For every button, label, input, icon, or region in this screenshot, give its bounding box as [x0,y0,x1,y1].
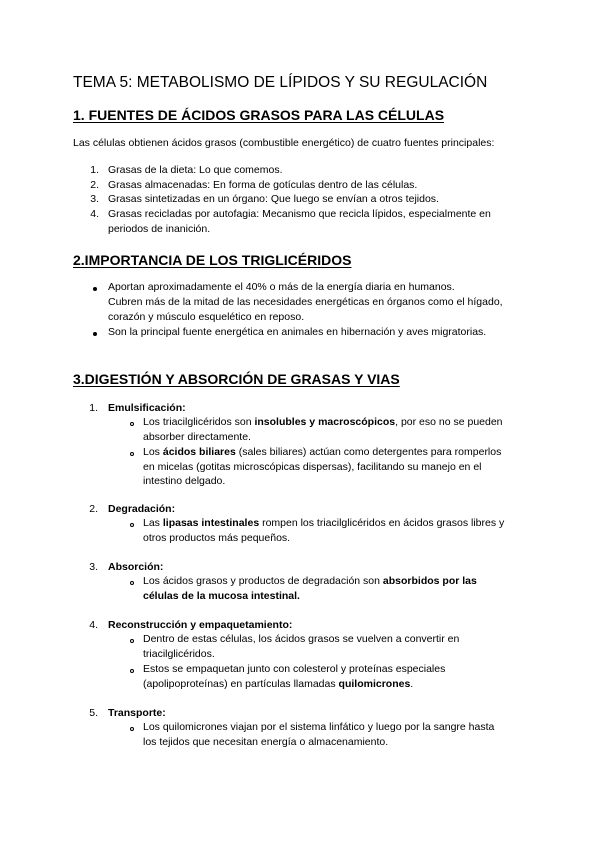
list-number: 1. [89,402,98,414]
absorcion-label: Absorción: [108,561,164,573]
transporte-label: Transporte: [108,707,166,719]
list-item: Los quilomicrones viajan por el sistema linfático y luego por la sangre hasta [143,721,495,733]
list-item-line: intestino delgado. [143,475,226,487]
circle-bullet-icon [130,581,134,585]
bullet-icon [93,287,97,291]
list-item: 2. Grasas almacenadas: En forma de gotículas dentro de las células. [90,179,418,191]
reconstruccion-label: Reconstrucción y empaquetamiento: [108,619,293,631]
list-number: 5. [89,707,98,719]
emulsificacion-label: Emulsificación: [108,402,186,414]
circle-bullet-icon [130,669,134,673]
degradacion-label: Degradación: [108,503,176,515]
list-number: 4. [89,619,98,631]
section-2-bullet-2: Son la principal fuente energética en animales en hibernación y aves migratorias. [108,326,487,338]
list-item-line: los tejidos que necesitan energía o almacenamiento. [143,736,389,748]
bullet-icon [93,332,97,336]
list-item-line: células de la mucosa intestinal. [143,590,300,602]
section-3-heading: 3.DIGESTIÓN Y ABSORCIÓN DE GRASAS Y VIAS [73,371,400,387]
list-item: 4. Grasas recicladas por autofagia: Mecanismo que recicla lípidos, especialmente en periodos de inanición. [90,208,491,235]
list-item-line: en micelas (gotitas microscópicas dispersas), facilitando su manejo en el [143,461,482,473]
section-2-heading: 2.IMPORTANCIA DE LOS TRIGLICÉRIDOS [73,252,352,268]
list-item: Estos se empaquetan junto con colesterol y proteínas especiales [143,663,446,675]
list-item-line: triacilglicéridos. [143,648,215,660]
list-number: 3. [89,561,98,573]
section-1-heading: 1. FUENTES DE ÁCIDOS GRASOS PARA LAS CÉLULAS [73,107,445,123]
list-item: Los ácidos grasos y productos de degradación son absorbidos por las [143,575,477,587]
circle-bullet-icon [130,452,134,456]
list-number: 2. [89,503,98,515]
list-item: Los ácidos biliares (sales biliares) actúan como detergentes para romperlos [143,446,502,458]
circle-bullet-icon [130,639,134,643]
list-item: Las lipasas intestinales rompen los triacilglicéridos en ácidos grasos libres y [143,517,505,529]
circle-bullet-icon [130,523,134,527]
list-item: Dentro de estas células, los ácidos grasos se vuelven a convertir en [143,633,460,645]
section-1-intro: Las células obtienen ácidos grasos (combustible energético) de cuatro fuentes principales: [73,137,495,149]
circle-bullet-icon [130,422,134,426]
list-item-line: absorber directamente. [143,431,251,443]
page-title: TEMA 5: METABOLISMO DE LÍPIDOS Y SU REGULACIÓN [73,74,488,91]
section-2-bullet-1-line-1: Aportan aproximadamente el 40% o más de la energía diaria en humanos. [108,281,455,293]
list-item-line: otros productos más pequeños. [143,532,291,544]
list-item: 1. Grasas de la dieta: Lo que comemos. [90,164,283,176]
list-item: Los triacilglicéridos son insolubles y macroscópicos, por eso no se pueden [143,416,503,428]
list-item: 3. Grasas sintetizadas en un órgano: Que luego se envían a otros tejidos. [90,193,439,205]
section-2-bullet-1-line-2: Cubren más de la mitad de las necesidades energéticas en órganos como el hígado, [108,296,503,308]
circle-bullet-icon [130,727,134,731]
section-2-bullet-1-line-3: corazón y músculo esquelético en reposo. [108,311,305,323]
list-item-line: (apolipoproteínas) en partículas llamadas quilomicrones. [143,678,414,690]
